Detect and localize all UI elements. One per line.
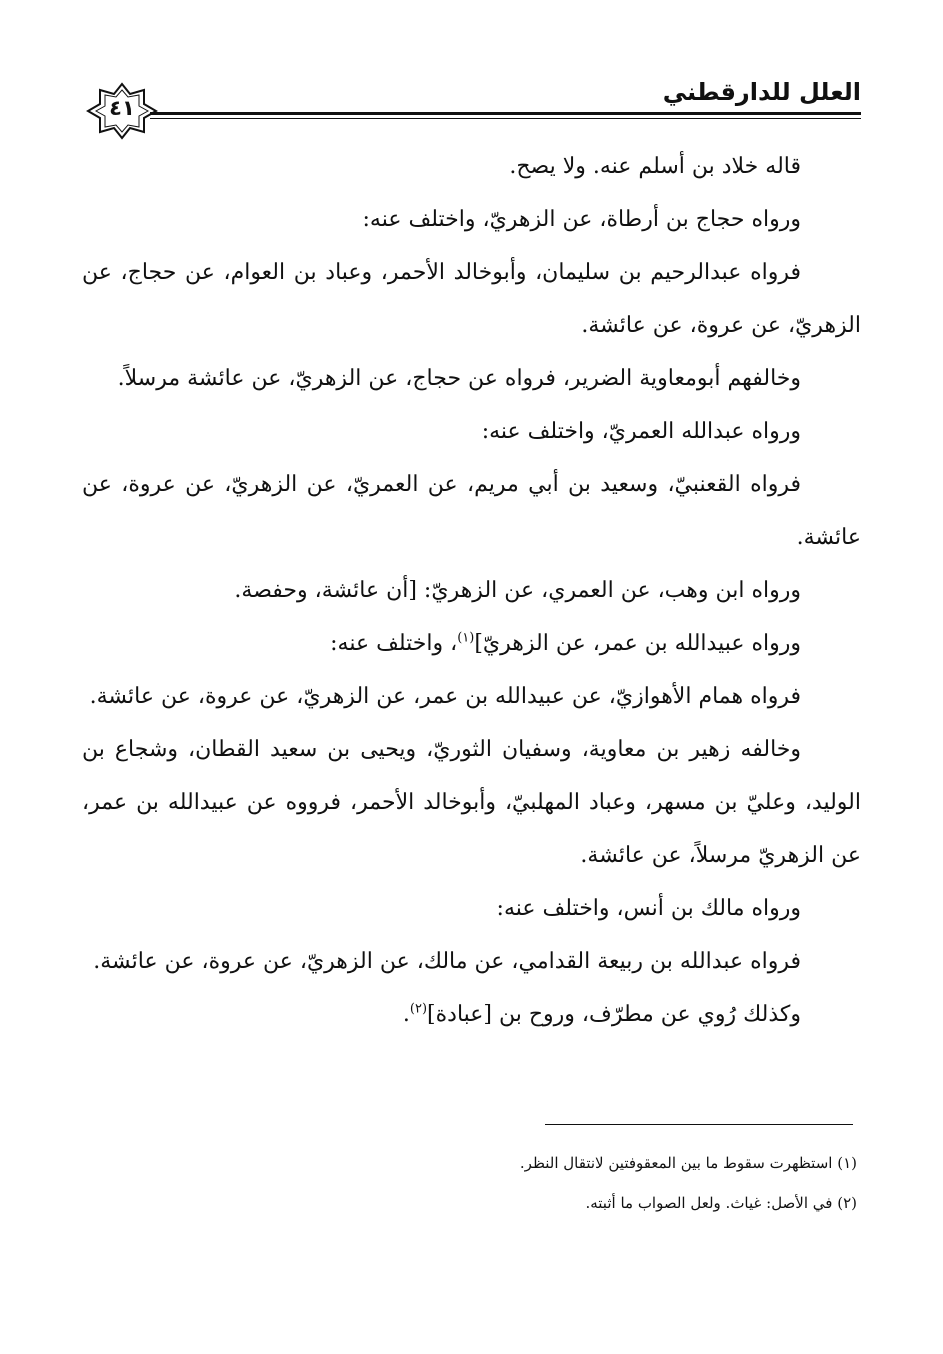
page-number-badge — [86, 82, 158, 140]
paragraph-text: ورواه عبيدالله بن عمر، عن الزهريّ] — [474, 631, 801, 656]
footnote-ref-2: (٢) — [409, 1001, 428, 1017]
paragraph: فرواه القعنبيّ، وسعيد بن أبي مريم، عن العمريّ، عن الزهريّ، عن عروة، عن عائشة. — [82, 472, 861, 550]
footnote-separator — [545, 1124, 853, 1125]
footnote-2: (٢) في الأصل: غياث. ولعل الصواب ما أثبته. — [585, 1194, 857, 1212]
paragraph: ورواه عبدالله العمريّ، واختلف عنه: — [481, 419, 801, 444]
footnote-1: (١) استظهرت سقوط ما بين المعقوفتين لانتقال النظر. — [519, 1154, 857, 1172]
paragraph: وخالفهم أبومعاوية الضرير، فرواه عن حجاج، عن الزهريّ، عن عائشة مرسلاً. — [117, 366, 801, 391]
paragraph-text: وكذلك رُوي عن مطرّف، وروح بن [عبادة] — [427, 1002, 801, 1027]
main-text — [82, 140, 861, 1041]
paragraph-text: ، واختلف عنه: — [330, 631, 458, 656]
paragraph: فرواه عبدالله بن ربيعة القدامي، عن مالك، عن الزهريّ، عن عروة، عن عائشة. — [93, 949, 801, 974]
paragraph: فرواه همام الأهوازيّ، عن عبيدالله بن عمر، عن الزهريّ، عن عروة، عن عائشة. — [89, 684, 801, 709]
page-number: ٤١ — [109, 96, 135, 120]
header-rule — [150, 112, 861, 121]
header-rule-thin — [150, 118, 861, 119]
footnote-ref-1: (١) — [457, 630, 475, 646]
header-rule-thick — [150, 112, 861, 115]
paragraph — [82, 617, 861, 670]
paragraph — [82, 988, 861, 1041]
footnotes — [300, 1143, 857, 1223]
paragraph: ورواه ابن وهب، عن العمري، عن الزهريّ: [أن عائشة، وحفصة. — [234, 578, 801, 603]
paragraph-text: . — [402, 1002, 410, 1027]
paragraph: قاله خلاد بن أسلم عنه. ولا يصح. — [509, 154, 801, 179]
paragraph: ورواه حجاج بن أرطاة، عن الزهريّ، واختلف عنه: — [362, 207, 801, 232]
paragraph: وخالفه زهير بن معاوية، وسفيان الثوريّ، ويحيى بن سعيد القطان، وشجاع بن الوليد، وعليّ بن مسهر، وعباد المهلبيّ، وأبوخالد الأحمر، فرووه عن عبيدالله بن عمر، عن الزهريّ مرسلاً، عن عائشة. — [82, 737, 861, 868]
paragraph: فرواه عبدالرحيم بن سليمان، وأبوخالد الأحمر، وعباد بن العوام، عن حجاج، عن الزهريّ، عن عروة، عن عائشة. — [82, 260, 861, 338]
running-title: العلل للدارقطني — [662, 78, 861, 106]
paragraph: ورواه مالك بن أنس، واختلف عنه: — [496, 896, 801, 921]
